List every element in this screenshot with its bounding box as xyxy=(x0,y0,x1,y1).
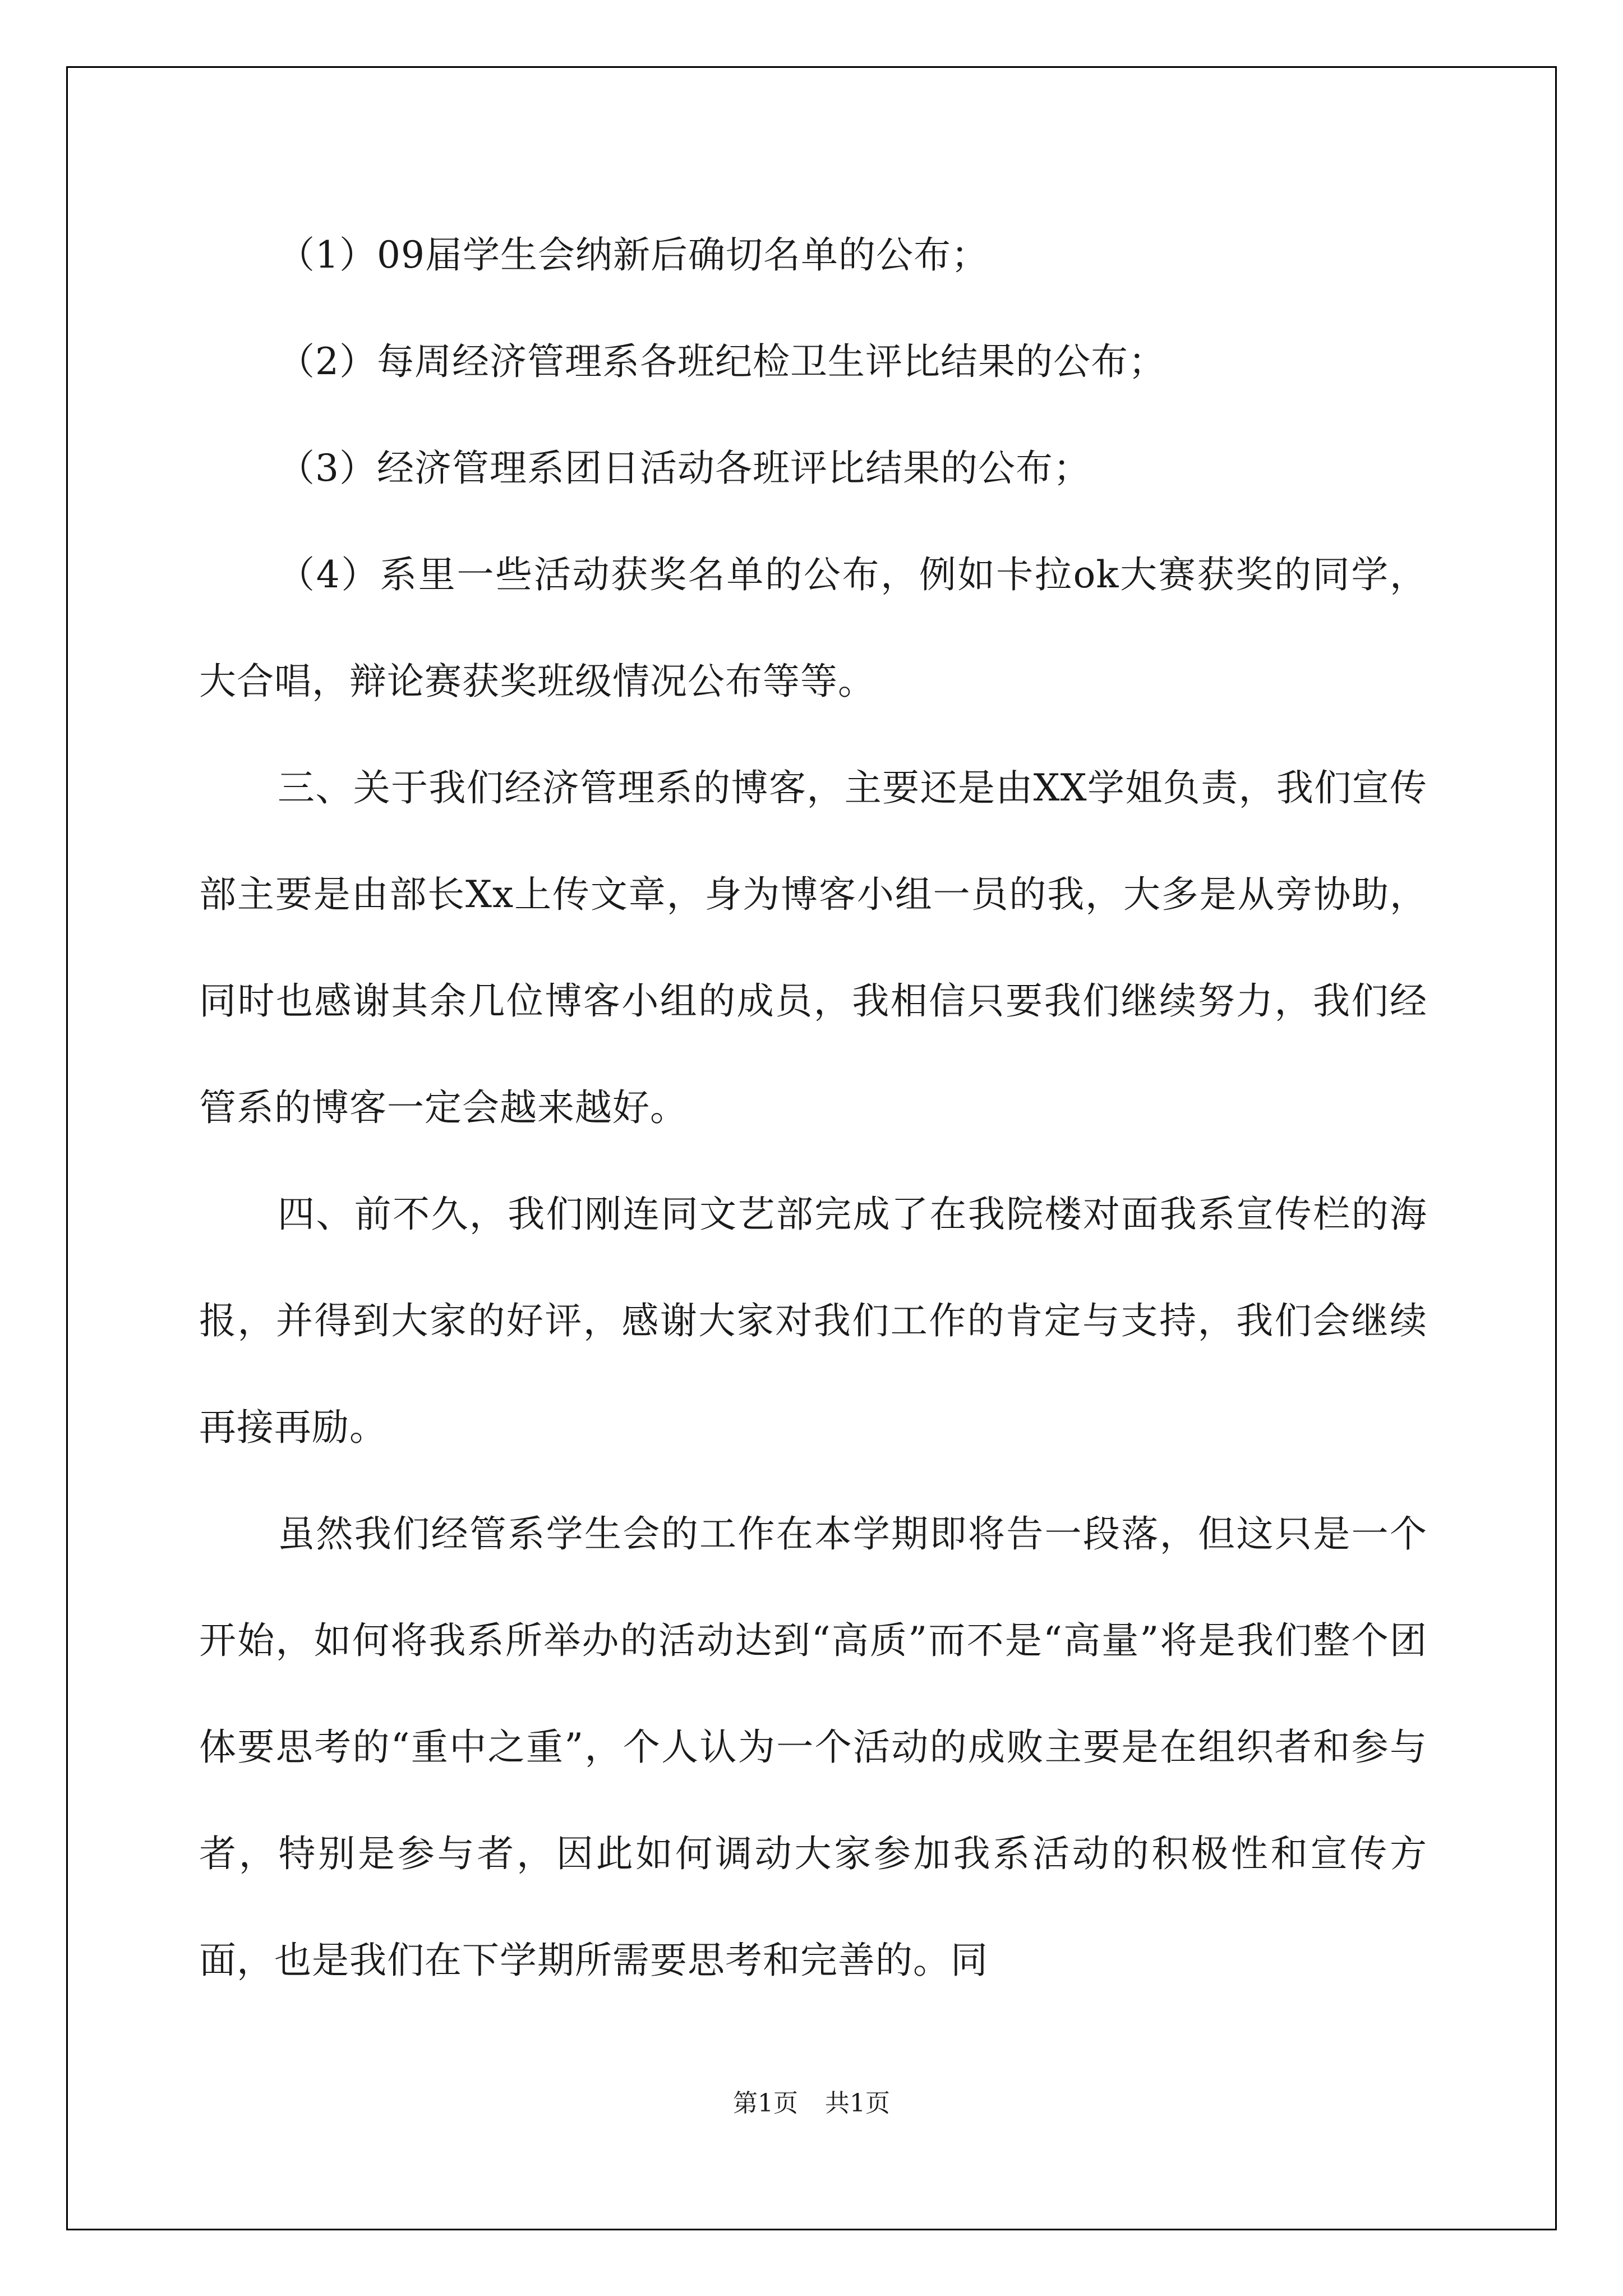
paragraph-2: （2）每周经济管理系各班纪检卫生评比结果的公布； xyxy=(278,340,1166,383)
paragraph-4: （4）系里一些活动获奖名单的公布，例如卡拉ok大赛获奖的同学，大合唱，辩论赛获奖班级情况公布等等。 xyxy=(199,553,1427,703)
paragraph-1: （1）09届学生会纳新后确切名单的公布； xyxy=(278,233,989,277)
page-number-total: 共1页 xyxy=(825,2089,890,2118)
paragraph-6: 四、前不久，我们刚连同文艺部完成了在我院楼对面我系宣传栏的海报，并得到大家的好评，感谢大家对我们工作的肯定与支持，我们会继续再接再励。 xyxy=(199,1193,1427,1449)
paragraph-5: 三、关于我们经济管理系的博客，主要还是由XX学姐负责，我们宣传部主要是由部长Xx上传文章，身为博客小组一员的我，大多是从旁协助，同时也感谢其余几位博客小组的成员，我相信只要我们继续努力，我们经管系的博客一定会越来越好。 xyxy=(199,766,1427,1129)
document-body xyxy=(199,202,1427,2014)
paragraph-3: （3）经济管理系团日活动各班评比结果的公布； xyxy=(278,447,1091,490)
paragraph-7: 虽然我们经管系学生会的工作在本学期即将告一段落，但这只是一个开始，如何将我系所举办的活动达到“高质”而不是“高量”将是我们整个团体要思考的“重中之重”，个人认为一个活动的成败主要是在组织者和参与者，特别是参与者，因此如何调动大家参加我系活动的积极性和宣传方面，也是我们在下学期所需要思考和完善的。同 xyxy=(199,1512,1427,1982)
page-number-current: 第1页 xyxy=(733,2089,798,2118)
page-footer xyxy=(0,2087,1623,2120)
